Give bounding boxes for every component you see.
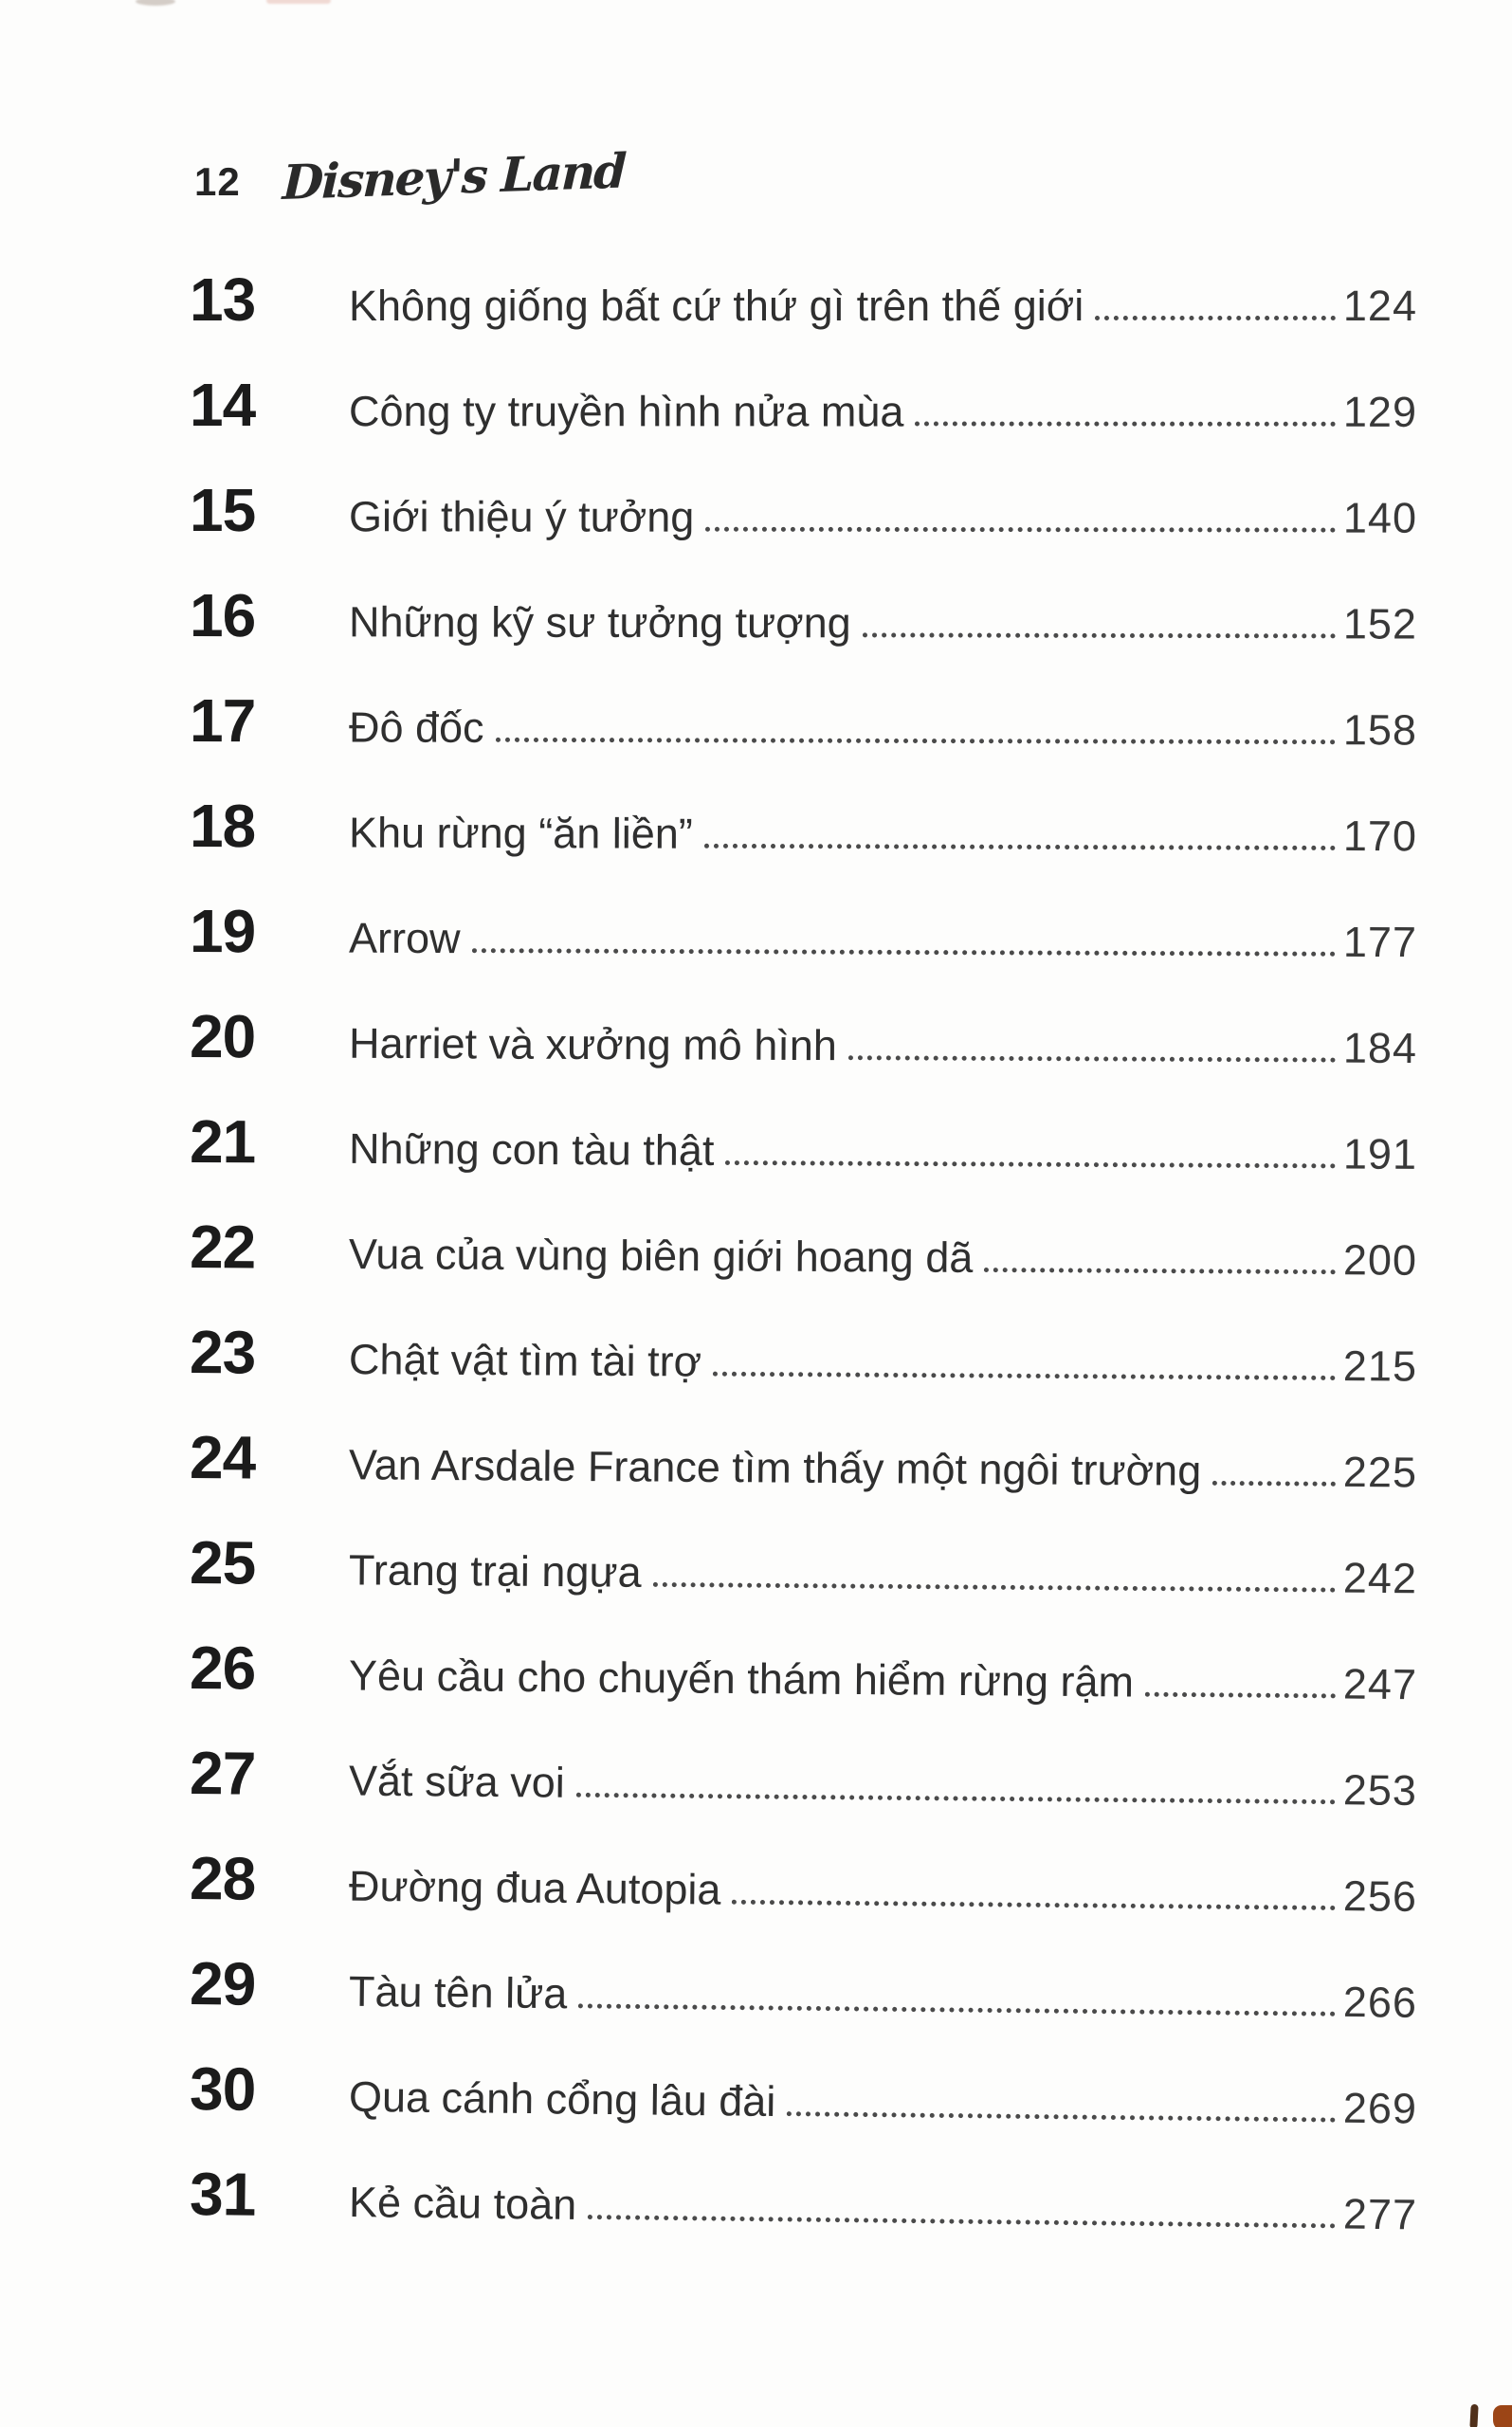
chapter-number: 27 xyxy=(189,1739,256,1808)
toc-entry xyxy=(190,1721,1418,1837)
chapter-page-number: 266 xyxy=(1342,1977,1418,2027)
chapter-title: Không giống bất cứ thứ gì trên thế giới xyxy=(349,282,1084,330)
chapter-number: 23 xyxy=(189,1318,256,1387)
dot-leader xyxy=(732,1894,1336,1910)
scan-stain-corner-icon xyxy=(1493,2405,1512,2427)
toc-entry xyxy=(189,2036,1417,2156)
chapter-number: 22 xyxy=(189,1213,256,1282)
toc-entry xyxy=(190,1405,1418,1519)
chapter-title: Công ty truyền hình nửa mùa xyxy=(348,387,904,436)
chapter-number: 24 xyxy=(189,1423,256,1492)
chapter-page-number: 158 xyxy=(1342,705,1418,755)
dot-leader xyxy=(576,1787,1336,1804)
chapter-title: Yêu cầu cho chuyến thám hiểm rừng rậm xyxy=(348,1651,1135,1706)
dot-leader xyxy=(653,1577,1336,1593)
chapter-title: Arrow xyxy=(348,913,461,963)
chapter-number: 28 xyxy=(189,1844,256,1913)
toc-entry xyxy=(190,563,1417,671)
toc-entry xyxy=(190,879,1417,989)
chapter-title: Tàu tên lửa xyxy=(348,1966,568,2018)
chapter-number: 25 xyxy=(189,1528,256,1597)
chapter-title: Harriet và xưởng mô hình xyxy=(348,1018,837,1070)
chapter-page-number: 256 xyxy=(1342,1871,1418,1921)
chapter-page-number: 269 xyxy=(1342,2083,1418,2133)
dot-leader xyxy=(984,1262,1336,1274)
toc-entry xyxy=(190,1826,1418,1943)
chapter-title: Giới thiệu ý tưởng xyxy=(348,492,695,541)
dot-leader xyxy=(713,1366,1336,1380)
toc-entry xyxy=(190,353,1417,459)
toc-entry xyxy=(190,458,1417,565)
chapter-page-number: 253 xyxy=(1342,1765,1418,1816)
dot-leader xyxy=(496,732,1336,744)
dot-leader xyxy=(588,2209,1336,2228)
toc-entry xyxy=(190,1300,1418,1414)
chapter-number: 16 xyxy=(189,581,256,650)
chapter-page-number: 129 xyxy=(1342,387,1418,436)
dot-leader xyxy=(578,1998,1336,2016)
chapter-number: 18 xyxy=(189,792,256,861)
chapter-page-number: 170 xyxy=(1342,812,1418,861)
chapter-title: Van Arsdale France tìm thấy một ngôi trường xyxy=(348,1440,1202,1495)
toc-list xyxy=(190,247,1417,2247)
toc-entry xyxy=(190,984,1418,1095)
dot-leader xyxy=(787,2106,1336,2123)
chapter-page-number: 247 xyxy=(1342,1659,1418,1709)
chapter-number: 17 xyxy=(189,686,256,756)
chapter-title: Những kỹ sư tưởng tượng xyxy=(348,597,851,648)
book-title-logo: Disney's Land xyxy=(281,141,626,210)
dot-leader xyxy=(471,942,1335,957)
chapter-number: 15 xyxy=(189,476,256,545)
toc-entry xyxy=(190,774,1417,883)
chapter-page-number: 177 xyxy=(1342,917,1418,967)
chapter-title: Đường đua Autopia xyxy=(348,1861,721,1914)
dot-leader xyxy=(1095,310,1336,320)
chapter-page-number: 242 xyxy=(1342,1553,1418,1603)
dot-leader xyxy=(863,627,1336,638)
dot-leader xyxy=(1145,1687,1336,1699)
chapter-page-number: 277 xyxy=(1342,2189,1418,2239)
chapter-number: 21 xyxy=(189,1107,256,1177)
chapter-number: 14 xyxy=(189,371,256,440)
chapter-title: Chật vật tìm tài trợ xyxy=(348,1335,702,1386)
chapter-page-number: 140 xyxy=(1342,493,1418,542)
chapter-number: 30 xyxy=(189,2054,256,2124)
running-header xyxy=(194,141,626,212)
chapter-title: Kẻ cầu toàn xyxy=(348,2178,577,2229)
chapter-number: 29 xyxy=(189,1949,256,2018)
folio-page-number: 12 xyxy=(194,159,241,204)
chapter-number: 31 xyxy=(189,2160,256,2229)
chapter-title: Qua cánh cổng lâu đài xyxy=(348,2071,776,2126)
toc-entry xyxy=(190,247,1417,353)
toc-entry xyxy=(190,1931,1418,2050)
chapter-page-number: 184 xyxy=(1342,1023,1418,1073)
dot-leader xyxy=(704,838,1336,850)
chapter-page-number: 215 xyxy=(1342,1341,1418,1391)
scan-streak-top-icon xyxy=(266,0,331,4)
chapter-number: 13 xyxy=(190,265,256,334)
chapter-title: Đô đốc xyxy=(348,703,484,752)
dot-leader xyxy=(725,1155,1336,1168)
toc-entry xyxy=(190,668,1417,776)
dot-leader xyxy=(848,1049,1336,1062)
toc-entry xyxy=(190,1615,1418,1731)
chapter-title: Vắt sữa voi xyxy=(348,1756,566,1807)
toc-entry xyxy=(190,1510,1418,1625)
chapter-number: 26 xyxy=(189,1633,256,1703)
chapter-title: Những con tàu thật xyxy=(348,1123,715,1175)
chapter-number: 19 xyxy=(189,897,256,966)
dot-leader xyxy=(915,416,1335,427)
chapter-page-number: 225 xyxy=(1342,1447,1418,1497)
toc-entry xyxy=(189,2142,1417,2261)
scan-smudge-top-icon xyxy=(136,0,175,6)
chapter-title: Vua của vùng biên giới hoang dã xyxy=(348,1230,974,1282)
chapter-page-number: 124 xyxy=(1342,282,1417,330)
dot-leader xyxy=(705,521,1336,533)
toc-entry xyxy=(190,1089,1418,1201)
chapter-title: Trang trại ngựa xyxy=(348,1545,642,1597)
scan-mark-corner-tick-icon xyxy=(1469,2404,1478,2427)
chapter-number: 20 xyxy=(189,1002,256,1071)
dot-leader xyxy=(1212,1475,1336,1487)
chapter-page-number: 200 xyxy=(1342,1235,1418,1285)
toc-entry xyxy=(190,1195,1418,1307)
chapter-page-number: 191 xyxy=(1342,1129,1418,1178)
chapter-title: Khu rừng “ăn liền” xyxy=(348,808,693,858)
chapter-page-number: 152 xyxy=(1342,599,1418,648)
